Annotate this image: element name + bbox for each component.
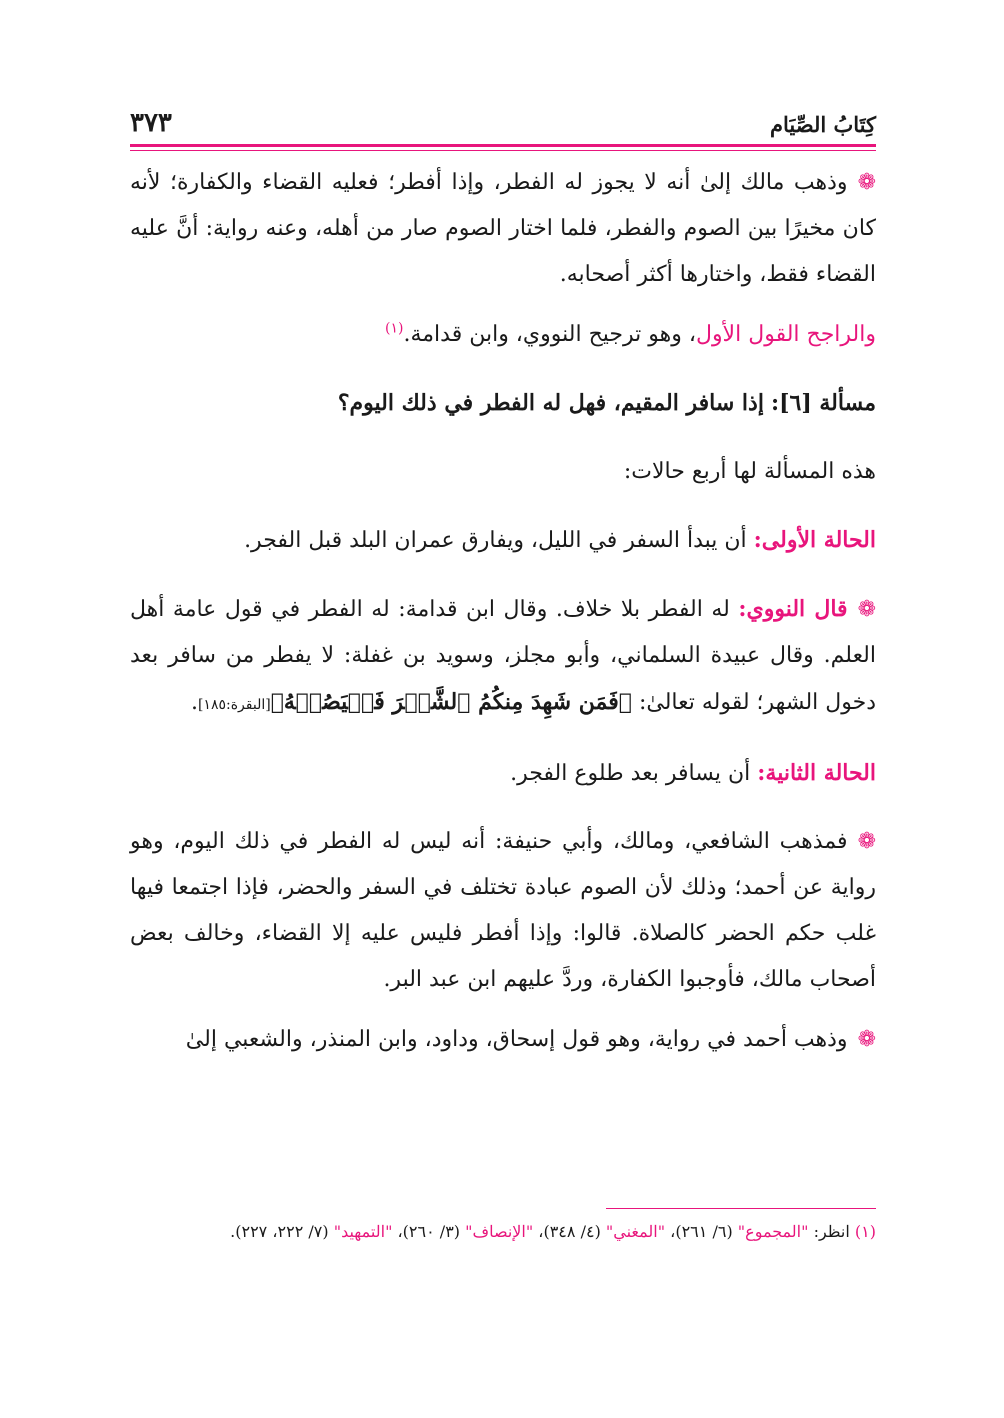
footnote-ref-tamhid: (٧/ ٢٢٢، ٢٢٧).: [230, 1222, 329, 1241]
paragraph-4: [130, 586, 876, 728]
verse-reference: [البقرة:١٨٥]: [197, 697, 271, 713]
case-1-text: أن يبدأ السفر في الليل، ويفارق عمران البلد قبل الفجر.: [244, 528, 747, 553]
issue-question: إذا سافر المقيم، فهل له الفطر في ذلك اليوم؟: [337, 390, 764, 416]
paragraph-5: [130, 819, 876, 1003]
nawawi-label: قال النووي:: [738, 596, 848, 622]
case-1: [130, 517, 876, 564]
paragraph-2-text: ، وهو ترجيح النووي، وابن قدامة.: [403, 322, 696, 347]
paragraph-5-text: فمذهب الشافعي، ومالك، وأبي حنيفة: أنه ليس له الفطر في ذلك اليوم، وهو رواية عن أحمد؛ وذلك لأن الصوم عبادة تختلف في السفر والحضر، فإذا اجتمعا فيها غلب حكم الحضر كالصلاة. قالوا: وإذا أفطر فليس عليه إلا القضاء، وخالف بعض أصحاب مالك، فأوجبوا الكفارة، وردَّ عليهم ابن عبد البر.: [130, 829, 876, 992]
page: [130, 100, 876, 1241]
case-2-text: أن يسافر بعد طلوع الفجر.: [510, 761, 751, 786]
paragraph-3-text: هذه المسألة لها أربع حالات:: [623, 459, 876, 484]
footnotes: [130, 1218, 876, 1246]
paragraph-1-text: وذهب مالك إلىٰ أنه لا يجوز له الفطر، وإذا أفطر؛ فعليه القضاء والكفارة؛ لأنه كان مخيرًا بين الصوم والفطر، فلما اختار الصوم صار من أهله، وعنه رواية: أنَّ عليه القضاء فقط، واختارها أكثر أصحابه.: [130, 170, 876, 287]
footnote-lead: انظر:: [813, 1222, 850, 1241]
flower-icon: ❁: [857, 170, 876, 195]
page-header: [130, 100, 876, 146]
case-2-label: الحالة الثانية:: [757, 760, 876, 786]
paragraph-2: [130, 312, 876, 358]
paragraph-6: [130, 1017, 876, 1063]
header-rule-thick: [130, 144, 876, 147]
page-number: ٣٧٣: [130, 108, 172, 138]
footnote-source-majmu: "المجموع": [737, 1222, 809, 1241]
quran-verse: ﴿فَمَن شَهِدَ مِنكُمُ ٱلشَّهۡرَ فَلۡيَصُمۡهُ﴾: [270, 689, 632, 715]
footnote-divider: [606, 1208, 876, 1209]
flower-icon: ❁: [857, 1027, 876, 1052]
header-rule-thin: [130, 150, 876, 151]
issue-label: مسألة [٦]:: [770, 390, 876, 416]
issue-heading: [130, 380, 876, 427]
footnote-number: (١): [854, 1222, 876, 1241]
paragraph-6-text: وذهب أحمد في رواية، وهو قول إسحاق، وداود، وابن المنذر، والشعبي إلىٰ: [185, 1027, 848, 1052]
flower-icon: ❁: [857, 597, 876, 622]
paragraph-4-end: .: [190, 690, 198, 715]
footnote-ref-1[interactable]: (١): [385, 320, 404, 337]
paragraph-3: [130, 449, 876, 495]
case-1-label: الحالة الأولى:: [753, 527, 876, 553]
footnote-ref-mughni: (٤/ ٣٤٨)،: [538, 1222, 601, 1241]
paragraph-1: [130, 160, 876, 298]
preferred-opinion-label: والراجح القول الأول: [695, 322, 876, 347]
footnote-ref-insaf: (٣/ ٢٦٠)،: [397, 1222, 461, 1241]
footnote-source-tamhid: "التمهيد": [333, 1222, 393, 1241]
footnote-source-insaf: "الإنصاف": [465, 1222, 534, 1241]
running-title: كِتَابُ الصِّيَام: [770, 112, 876, 137]
body-text: [130, 160, 876, 1063]
footnote-ref-majmu: (٦/ ٢٦١)،: [670, 1222, 733, 1241]
paragraph-4-text: له الفطر بلا خلاف. وقال ابن قدامة: له الفطر في قول عامة أهل العلم. وقال عبيدة السلماني، وأبو مجلز، وسويد بن غفلة: لا يفطر من سافر بعد دخول الشهر؛ لقوله تعالىٰ:: [130, 597, 876, 715]
flower-icon: ❁: [857, 829, 876, 854]
footnote-source-mughni: "المغني": [605, 1222, 666, 1241]
case-2: [130, 750, 876, 797]
